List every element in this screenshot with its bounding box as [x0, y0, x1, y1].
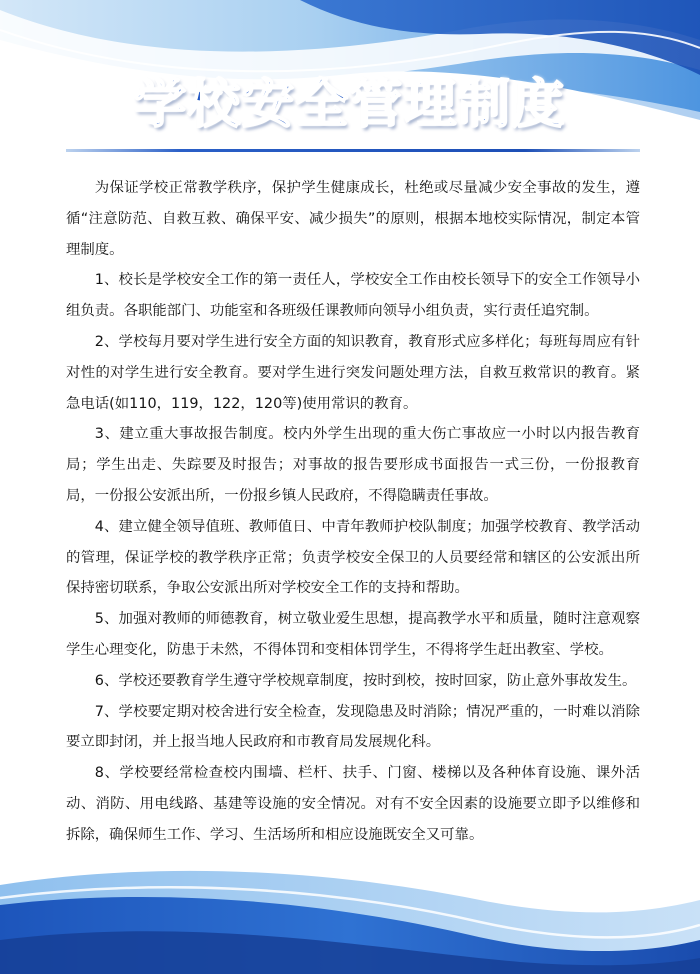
- regulation-body: [66, 173, 640, 851]
- rule-item-2: 2、学校每月要对学生进行安全方面的知识教育，教育形式应多样化；每班每周应有针对性的对学生进行安全教育。要对学生进行突发问题处理方法，自救互救常识的教育。紧急电话(如110，119，122，120等)使用常识的教育。: [66, 333, 640, 412]
- rule-item-4: 4、建立健全领导值班、教师值日、中青年教师护校队制度；加强学校教育、教学活动的管理，保证学校的教学秩序正常；负责学校安全保卫的人员要经常和辖区的公安派出所保持密切联系，争取公安派出所对学校安全工作的支持和帮助。: [66, 518, 640, 597]
- rule-item-7: 7、学校要定期对校舍进行安全检查，发现隐患及时消除；情况严重的，一时难以消除要立即封闭，并上报当地人民政府和市教育局发展规化科。: [66, 703, 640, 751]
- rule-item-1: 1、校长是学校安全工作的第一责任人，学校安全工作由校长领导下的安全工作领导小组负责。各职能部门、功能室和各班级任课教师向领导小组负责，实行责任追究制。: [66, 272, 640, 320]
- rule-item-5: 5、加强对教师的师德教育，树立敬业爱生思想，提高教学水平和质量，随时注意观察学生心理变化，防患于未然，不得体罚和变相体罚学生，不得将学生赶出教室、学校。: [66, 611, 640, 658]
- page-title: 学校安全管理制度: [133, 75, 566, 135]
- intro-paragraph: 为保证学校正常教学秩序，保护学生健康成长，杜绝或尽量减少安全事故的发生，遵循“注意防范、自救互救、确保平安、减少损失”的原则，根据本地校实际情况，制定本管理制度。: [66, 180, 640, 258]
- rule-item-6: 6、学校还要教育学生遵守学校规章制度，按时到校，按时回家，防止意外事故发生。: [94, 672, 637, 689]
- rule-item-8: 8、学校要经常检查校内围墙、栏杆、扶手、门窗、楼梯以及各种体育设施、课外活动、消防、用电线路、基建等设施的安全情况。对有不安全因素的设施要立即予以维修和拆除，确保师生工作、学习、生活场所和相应设施既安全又可靠。: [66, 765, 640, 843]
- rule-item-3: 3、建立重大事故报告制度。校内外学生出现的重大伤亡事故应一小时以内报告教育局；学生出走、失踪要及时报告；对事故的报告要形成书面报告一式三份，一份报教育局，一份报公安派出所，一份报乡镇人民政府，不得隐瞒责任事故。: [66, 426, 640, 504]
- title-underline: [66, 149, 640, 152]
